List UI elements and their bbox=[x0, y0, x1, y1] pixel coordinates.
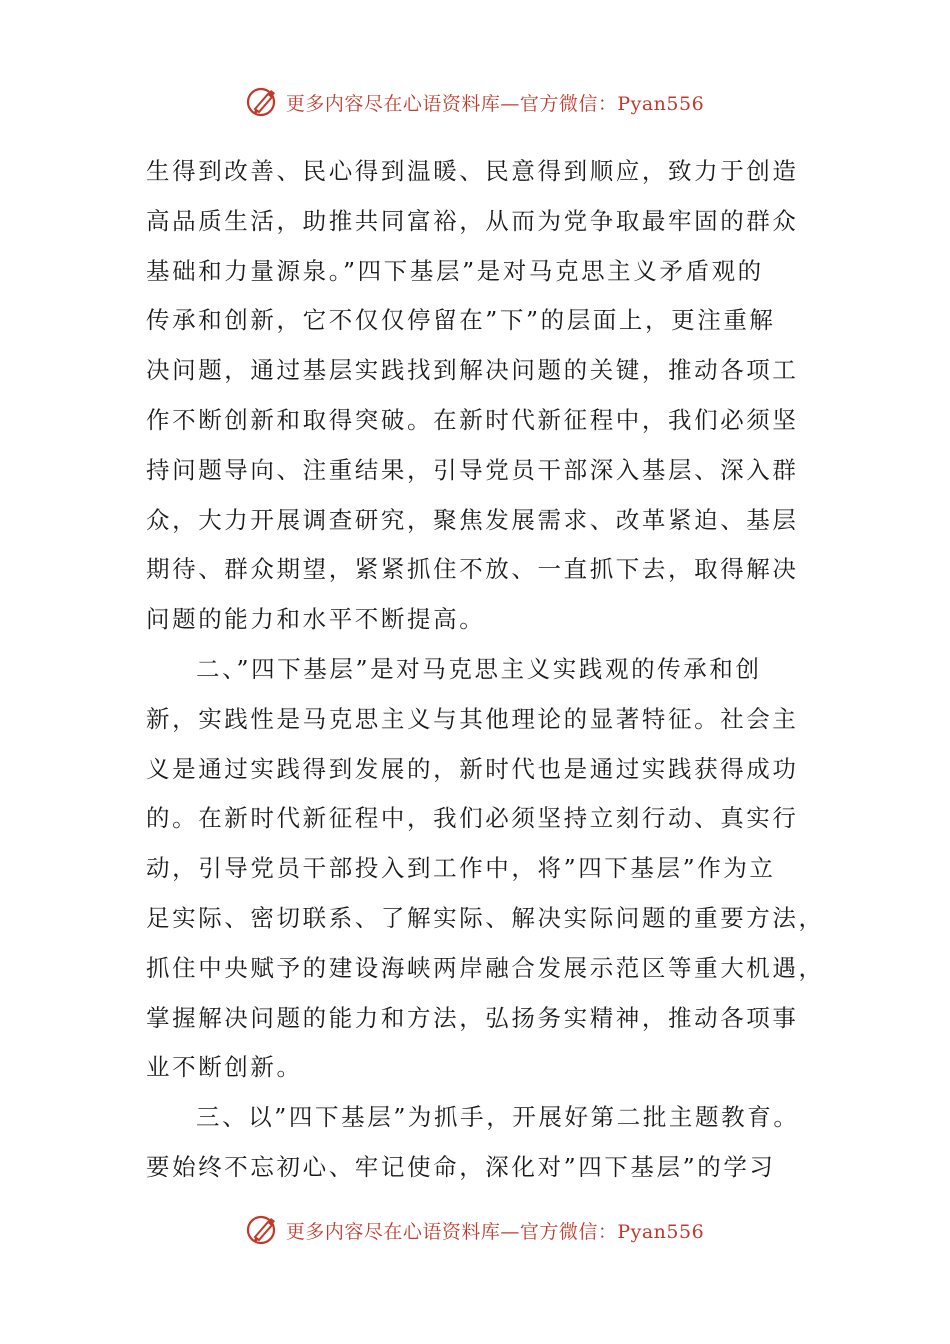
header-watermark bbox=[0, 80, 950, 124]
text-line: 持问题导向、注重结果，引导党员干部深入基层、深入群 bbox=[146, 455, 799, 484]
watermark-text: 更多内容尽在心语资料库—官方微信：Pyan556 bbox=[285, 1220, 705, 1243]
watermark-text: 更多内容尽在心语资料库—官方微信：Pyan556 bbox=[285, 92, 705, 115]
text-line: 抓住中央赋予的建设海峡两岸融合发展示范区等重大机遇， bbox=[146, 953, 825, 982]
text-line: 期待、群众期望，紧紧抓住不放、一直抓下去，取得解决 bbox=[146, 555, 799, 584]
wechat-id: Pyan556 bbox=[617, 92, 705, 115]
text-line: 要始终不忘初心、牢记使命，深化对”四下基层”的学习 bbox=[146, 1152, 776, 1181]
text-line: 二、”四下基层”是对马克思主义实践观的传承和创 bbox=[196, 654, 762, 683]
text-line: 众，大力开展调查研究，聚焦发展需求、改革紧迫、基层 bbox=[146, 505, 799, 534]
text-line: 基础和力量源泉。”四下基层”是对马克思主义矛盾观的 bbox=[146, 256, 764, 285]
text-line: 决问题，通过基层实践找到解决问题的关键，推动各项工 bbox=[146, 356, 799, 385]
text-line: 业不断创新。 bbox=[146, 1053, 303, 1082]
text-line: 足实际、密切联系、了解实际、解决实际问题的重要方法， bbox=[146, 903, 825, 932]
wechat-id: Pyan556 bbox=[617, 1220, 705, 1243]
text-line: 高品质生活，助推共同富裕，从而为党争取最牢固的群众 bbox=[146, 206, 799, 235]
text-line: 义是通过实践得到发展的，新时代也是通过实践获得成功 bbox=[146, 754, 799, 783]
document-body bbox=[146, 147, 825, 1193]
text-line: 三、以”四下基层”为抓手，开展好第二批主题教育。 bbox=[196, 1103, 800, 1132]
text-line: 的。在新时代新征程中，我们必须坚持立刻行动、真实行 bbox=[146, 804, 799, 833]
text-line: 动，引导党员干部投入到工作中，将”四下基层”作为立 bbox=[146, 854, 776, 883]
text-line: 作不断创新和取得突破。在新时代新征程中，我们必须坚 bbox=[146, 405, 799, 434]
text-line: 新，实践性是马克思主义与其他理论的显著特征。社会主 bbox=[146, 704, 799, 733]
pen-logo-icon bbox=[246, 1213, 280, 1247]
text-line: 传承和创新，它不仅仅停留在”下”的层面上，更注重解 bbox=[146, 306, 776, 335]
footer-watermark bbox=[0, 1208, 950, 1252]
text-line: 掌握解决问题的能力和方法，弘扬务实精神，推动各项事 bbox=[146, 1003, 799, 1032]
text-line: 生得到改善、民心得到温暖、民意得到顺应，致力于创造 bbox=[146, 157, 799, 185]
pen-logo-icon bbox=[246, 85, 280, 119]
text-line: 问题的能力和水平不断提高。 bbox=[146, 605, 486, 634]
